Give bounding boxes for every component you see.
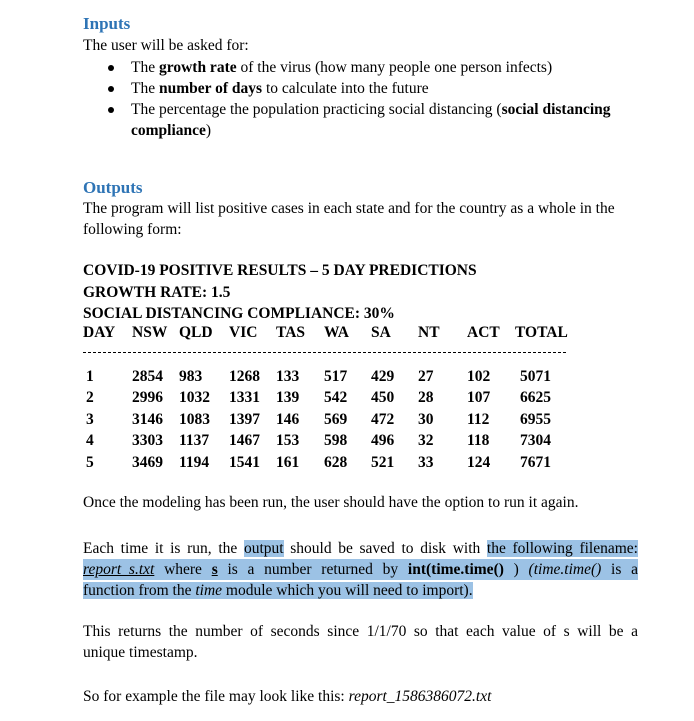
report-cell-day: 4: [86, 432, 94, 450]
col-header-vic: VIC: [229, 324, 258, 341]
col-header-wa: WA: [324, 324, 349, 341]
report-title: COVID-19 POSITIVE RESULTS – 5 DAY PREDICTIONS: [83, 262, 477, 279]
report-compliance: SOCIAL DISTANCING COMPLIANCE: 30%: [83, 305, 395, 322]
seconds-paragraph-line-1: This returns the number of seconds since 1/1/70 so that each value of s will be a: [83, 623, 638, 640]
report-cell-qld: 1032: [179, 389, 210, 407]
report-header-row: [0, 324, 694, 345]
outputs-heading: Outputs: [83, 178, 143, 197]
report-row: [0, 368, 694, 389]
outputs-line-2: following form:: [83, 221, 182, 238]
report-cell-tas: 153: [276, 432, 300, 450]
seconds-paragraph: [83, 621, 638, 663]
report-cell-total: 5071: [520, 368, 551, 385]
col-header-nsw: NSW: [132, 324, 168, 341]
col-header-tas: TAS: [276, 324, 306, 341]
report-growth-rate: GROWTH RATE: 1.5: [83, 284, 231, 301]
report-cell-vic: 1397: [229, 410, 260, 428]
report-cell-total: 7304: [520, 432, 551, 450]
report-cell-qld: 1194: [179, 453, 210, 471]
report-cell-tas: 161: [276, 453, 300, 471]
report-cell-sa: 472: [371, 410, 395, 428]
report-cell-nsw: 3469: [132, 453, 163, 471]
report-cell-total: 6625: [520, 389, 551, 407]
seconds-paragraph-line-2: unique timestamp.: [83, 644, 198, 661]
report-cell-sa: 496: [371, 432, 395, 450]
example-paragraph: So for example the file may look like this: report_1586386072.txt: [83, 688, 492, 705]
report-cell-day: 5: [86, 453, 94, 471]
report-cell-qld: 983: [179, 368, 203, 385]
report-cell-tas: 146: [276, 410, 300, 428]
report-cell-nsw: 3146: [132, 410, 163, 428]
inputs-heading: Inputs: [83, 14, 131, 33]
report-cell-sa: 429: [371, 368, 395, 385]
report-cell-tas: 133: [276, 368, 300, 385]
save-paragraph: [83, 538, 638, 601]
report-cell-act: 124: [467, 453, 491, 471]
outputs-line-1: The program will list positive cases in each state and for the country as a whole in the: [83, 200, 615, 217]
report-cell-nt: 30: [418, 410, 434, 428]
example-filename: report_1586386072.txt: [348, 688, 492, 705]
col-header-nt: NT: [418, 324, 440, 341]
report-row: [0, 454, 694, 475]
report-cell-nt: 27: [418, 368, 434, 385]
report-cell-day: 2: [86, 389, 94, 407]
report-divider: [83, 352, 566, 353]
report-cell-qld: 1137: [179, 432, 210, 450]
col-header-day: DAY: [83, 324, 116, 341]
int-time-call: int(time.time(): [407, 561, 504, 578]
report-cell-wa: 517: [324, 368, 348, 385]
report-cell-tas: 139: [276, 389, 300, 407]
report-cell-vic: 1467: [229, 432, 260, 450]
report-row: [0, 432, 694, 453]
report-cell-total: 6955: [520, 410, 551, 428]
report-cell-act: 112: [467, 410, 490, 428]
bullet-growth-rate: The growth rate of the virus (how many people one person infects): [83, 57, 653, 78]
inputs-intro: The user will be asked for:: [83, 37, 249, 54]
filename-pattern: report_s.txt: [83, 561, 155, 578]
report-cell-act: 102: [467, 368, 491, 385]
report-cell-nt: 32: [418, 432, 434, 450]
col-header-total: TOTAL: [515, 324, 568, 341]
report-cell-qld: 1083: [179, 410, 210, 428]
col-header-act: ACT: [467, 324, 500, 341]
report-cell-nt: 28: [418, 389, 434, 407]
report-cell-vic: 1331: [229, 389, 260, 407]
report-cell-nsw: 2996: [132, 389, 163, 407]
report-cell-wa: 628: [324, 453, 348, 471]
inputs-bullet-list: [83, 57, 653, 141]
report-cell-nsw: 3303: [132, 432, 163, 450]
save-paragraph-line-1: Each time it is run, the output should be saved to disk with the following filename:: [83, 540, 638, 557]
time-module: time: [195, 582, 223, 599]
report-cell-vic: 1541: [229, 453, 260, 471]
report-cell-sa: 450: [371, 389, 395, 407]
save-paragraph-line-3: function from the time module which you will need to import).: [83, 582, 473, 599]
bullet-social-distancing: The percentage the population practicing social distancing (social distancing compliance): [83, 99, 653, 141]
report-row: [0, 411, 694, 432]
report-cell-wa: 598: [324, 432, 348, 450]
report-cell-sa: 521: [371, 453, 395, 471]
col-header-qld: QLD: [179, 324, 213, 341]
bullet-number-of-days: The number of days to calculate into the future: [83, 78, 653, 99]
report-cell-act: 118: [467, 432, 490, 450]
save-paragraph-line-2: report_s.txt where s is a number returned by int(time.time() ) (time.time() is a: [83, 561, 638, 578]
report-cell-nt: 33: [418, 453, 434, 471]
report-cell-total: 7671: [520, 453, 551, 471]
report-cell-act: 107: [467, 389, 491, 407]
report-cell-day: 3: [86, 410, 94, 428]
report-cell-wa: 569: [324, 410, 348, 428]
report-cell-nsw: 2854: [132, 368, 163, 385]
report-cell-vic: 1268: [229, 368, 260, 385]
rerun-paragraph: Once the modeling has been run, the user should have the option to run it again.: [83, 494, 579, 511]
report-cell-day: 1: [86, 368, 94, 385]
col-header-sa: SA: [371, 324, 391, 341]
report-row: [0, 389, 694, 410]
report-cell-wa: 542: [324, 389, 348, 407]
